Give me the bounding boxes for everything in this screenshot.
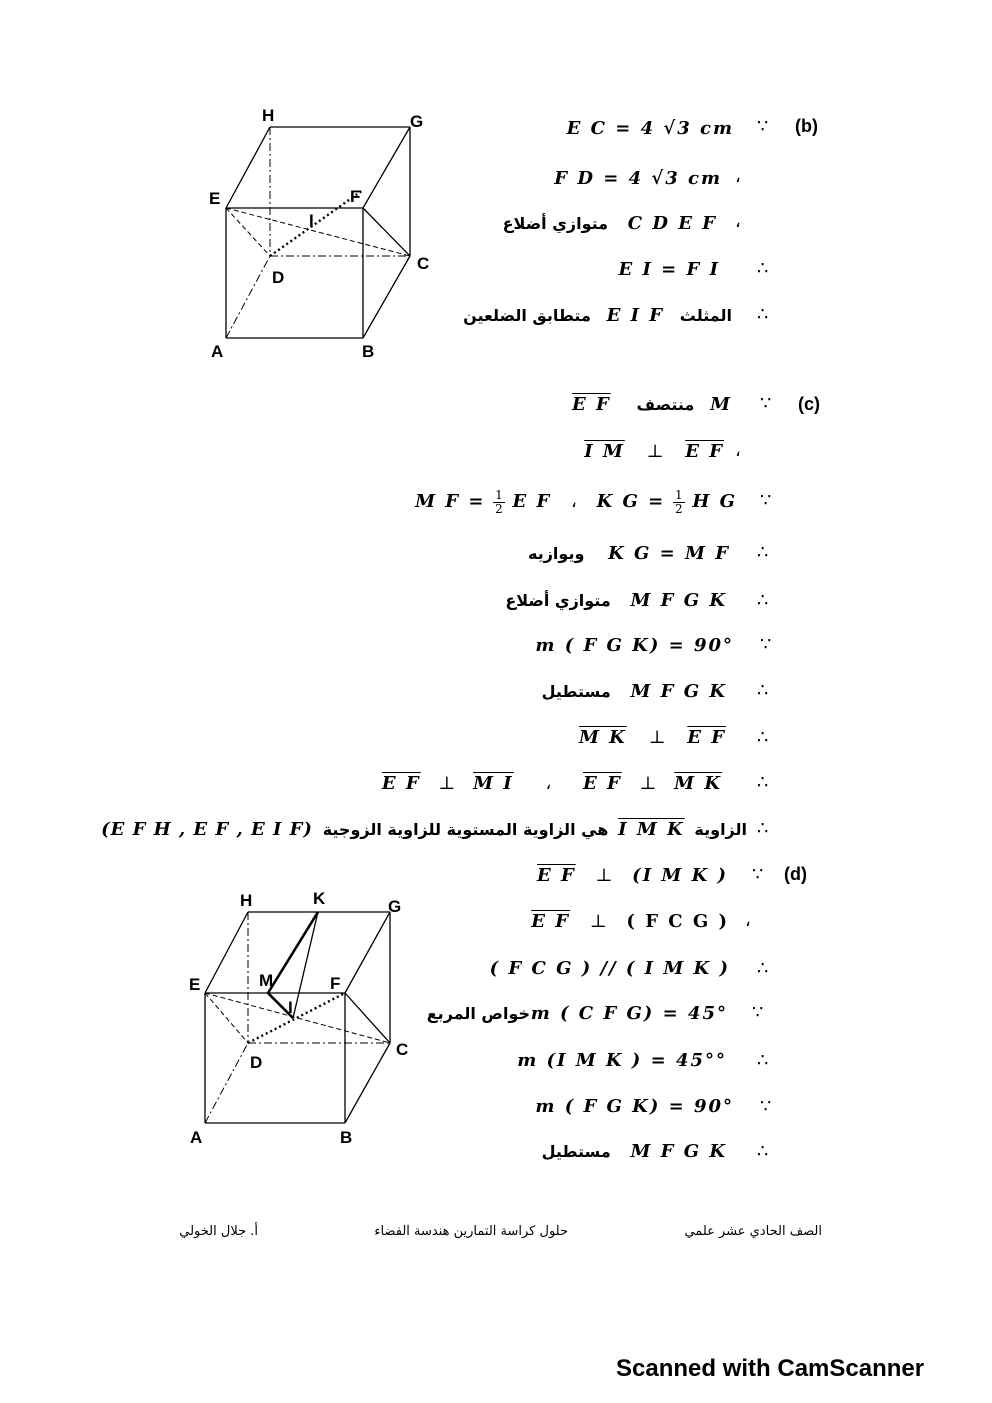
c7-symbol: ∴ [757,680,769,701]
fig2-label-a: A [190,1128,203,1147]
b3-symbol: ، [735,211,741,232]
c9-seg-d: M I [473,773,514,794]
d7-arabic: مستطيل [541,1142,611,1161]
d1-plane: (I M K ) [632,865,728,886]
d6-math: m ( F G K) = 90° [535,1096,734,1117]
c5-math: M F G K [630,590,727,611]
c3-frac2-den: 2 [674,501,683,516]
c3-lhs1: M F = [415,491,486,512]
footer-author: أ. جلال الخولي [179,1224,258,1239]
c3-lhs2: K G = [596,491,666,512]
footer-grade: الصف الحادي عشر علمي [684,1224,822,1239]
fig1-label-i: I [309,211,314,230]
fig2-label-m: M [259,971,274,990]
c4-math: K G = M F [608,543,730,564]
d4-math: m ( C F G) = 45° [530,1003,728,1024]
c6-math: m ( F G K) = 90° [535,635,734,656]
b5-arabic-before: المثلث [679,306,732,325]
c3-frac1 [493,489,505,516]
c4-arabic: ويوازيه [528,544,585,563]
d5-symbol: ∴ [757,1050,769,1071]
c3-rhs1: E F [512,491,552,512]
part-c-label: (c) [798,394,820,414]
b4-symbol: ∴ [757,258,769,279]
fig1-label-h: H [262,106,275,125]
cube-figure-1 [200,100,440,370]
c8-symbol: ∴ [757,727,769,748]
d1-perp: ⊥ [595,865,613,886]
part-d-label: (d) [784,864,807,884]
c5-arabic: متوازي أضلاع [505,591,611,610]
c3-frac1-num: 1 [495,487,503,502]
b5-symbol: ∴ [757,304,769,325]
d6-symbol: ∵ [760,1096,772,1117]
c9-seg-a: E F [582,773,622,794]
cube-figure-2 [180,880,420,1150]
d4-arabic: خواص المربع [426,1004,530,1023]
d2-plane: ( F C G ) [626,911,729,932]
d1-symbol: ∵ [752,864,764,885]
c10-symbol: ∴ [757,818,769,839]
c2-symbol: ، [735,440,741,461]
b1-symbol: ∵ [757,116,769,137]
fig2-label-d: D [250,1053,263,1072]
c7-arabic: مستطيل [541,682,611,701]
fig2-label-e: E [189,975,201,994]
b2-symbol: ، [735,166,741,187]
c9-symbol: ∴ [757,772,769,793]
c8-seg-a: M K [578,727,627,748]
c9-seg-c: E F [381,773,421,794]
c3-frac1-den: 2 [495,501,503,516]
c3-frac2 [673,489,685,516]
fig2-label-c: C [396,1040,409,1059]
d7-math: M F G K [630,1141,727,1162]
c2-seg-a: I M [584,441,625,462]
c1-arabic: منتصف [636,395,695,414]
fig1-label-d: D [272,268,285,287]
c8-seg-b: E F [687,727,726,748]
c10-arabic-1: الزاوية [694,820,747,839]
d3-symbol: ∴ [757,958,769,979]
c9-seg-b: M K [674,773,722,794]
c2-perp: ⊥ [646,441,664,462]
footer-course: حلول كراسة التمارين هندسة الفضاء [374,1224,568,1239]
d2-perp: ⊥ [589,911,607,932]
fig2-label-f: F [330,974,341,993]
c5-symbol: ∴ [757,590,769,611]
fig2-label-h: H [240,891,253,910]
fig2-label-b: B [340,1128,353,1147]
fig1-label-b: B [362,342,375,361]
d2-symbol: ، [745,910,751,931]
c10-angle: I M K [618,819,685,840]
c9-perp-2: ⊥ [639,773,657,794]
fig2-label-g: G [388,897,402,916]
c3-frac2-num: 1 [674,487,683,502]
d5-math: m (I M K ) = 45°° [517,1050,727,1071]
c3-rhs2: H G [692,491,737,512]
b2-math: F D = 4 √3 cm [554,168,722,189]
c2-seg-b: E F [685,441,724,462]
b3-math: C D E F [627,213,717,234]
d3-math: ( F C G ) // ( I M K ) [489,958,730,979]
c1-segment: E F [572,394,611,415]
c3-symbol: ∵ [760,490,772,511]
c8-perp: ⊥ [648,727,666,748]
b3-arabic: متوازي أضلاع [502,214,609,233]
c6-symbol: ∵ [760,634,772,655]
d4-symbol: ∵ [752,1002,764,1023]
c1-symbol: ∵ [760,393,772,414]
d2-seg-a: E F [531,911,571,932]
fig2-label-k: K [313,889,326,908]
part-b-label: (b) [795,116,818,136]
c7-math: M F G K [630,681,727,702]
c10-arabic-2: هي الزاوية المستوية للزاوية الزوجية [322,820,609,839]
fig1-label-a: A [211,342,224,361]
c9-perp-1: ⊥ [438,773,456,794]
b5-math: E I F [606,305,665,326]
c9-separator: ، [545,773,552,794]
c3-separator: ، [571,491,577,512]
d1-seg-a: E F [537,865,576,886]
c1-point: M [710,394,732,415]
camscanner-watermark: Scanned with CamScanner [616,1355,925,1382]
fig1-label-e: E [209,189,221,208]
c4-symbol: ∴ [757,542,769,563]
d7-symbol: ∴ [757,1141,769,1162]
fig1-label-f: F [350,187,361,206]
fig2-label-i: I [288,998,293,1017]
fig1-label-g: G [410,112,424,131]
c10-plane: (E F H , E F , E I F) [101,819,313,840]
b1-math: E C = 4 √3 cm [566,118,734,139]
fig1-label-c: C [417,254,430,273]
b4-math: E I = F I [618,259,720,280]
b5-arabic-after: متطابق الضلعين [463,306,591,325]
